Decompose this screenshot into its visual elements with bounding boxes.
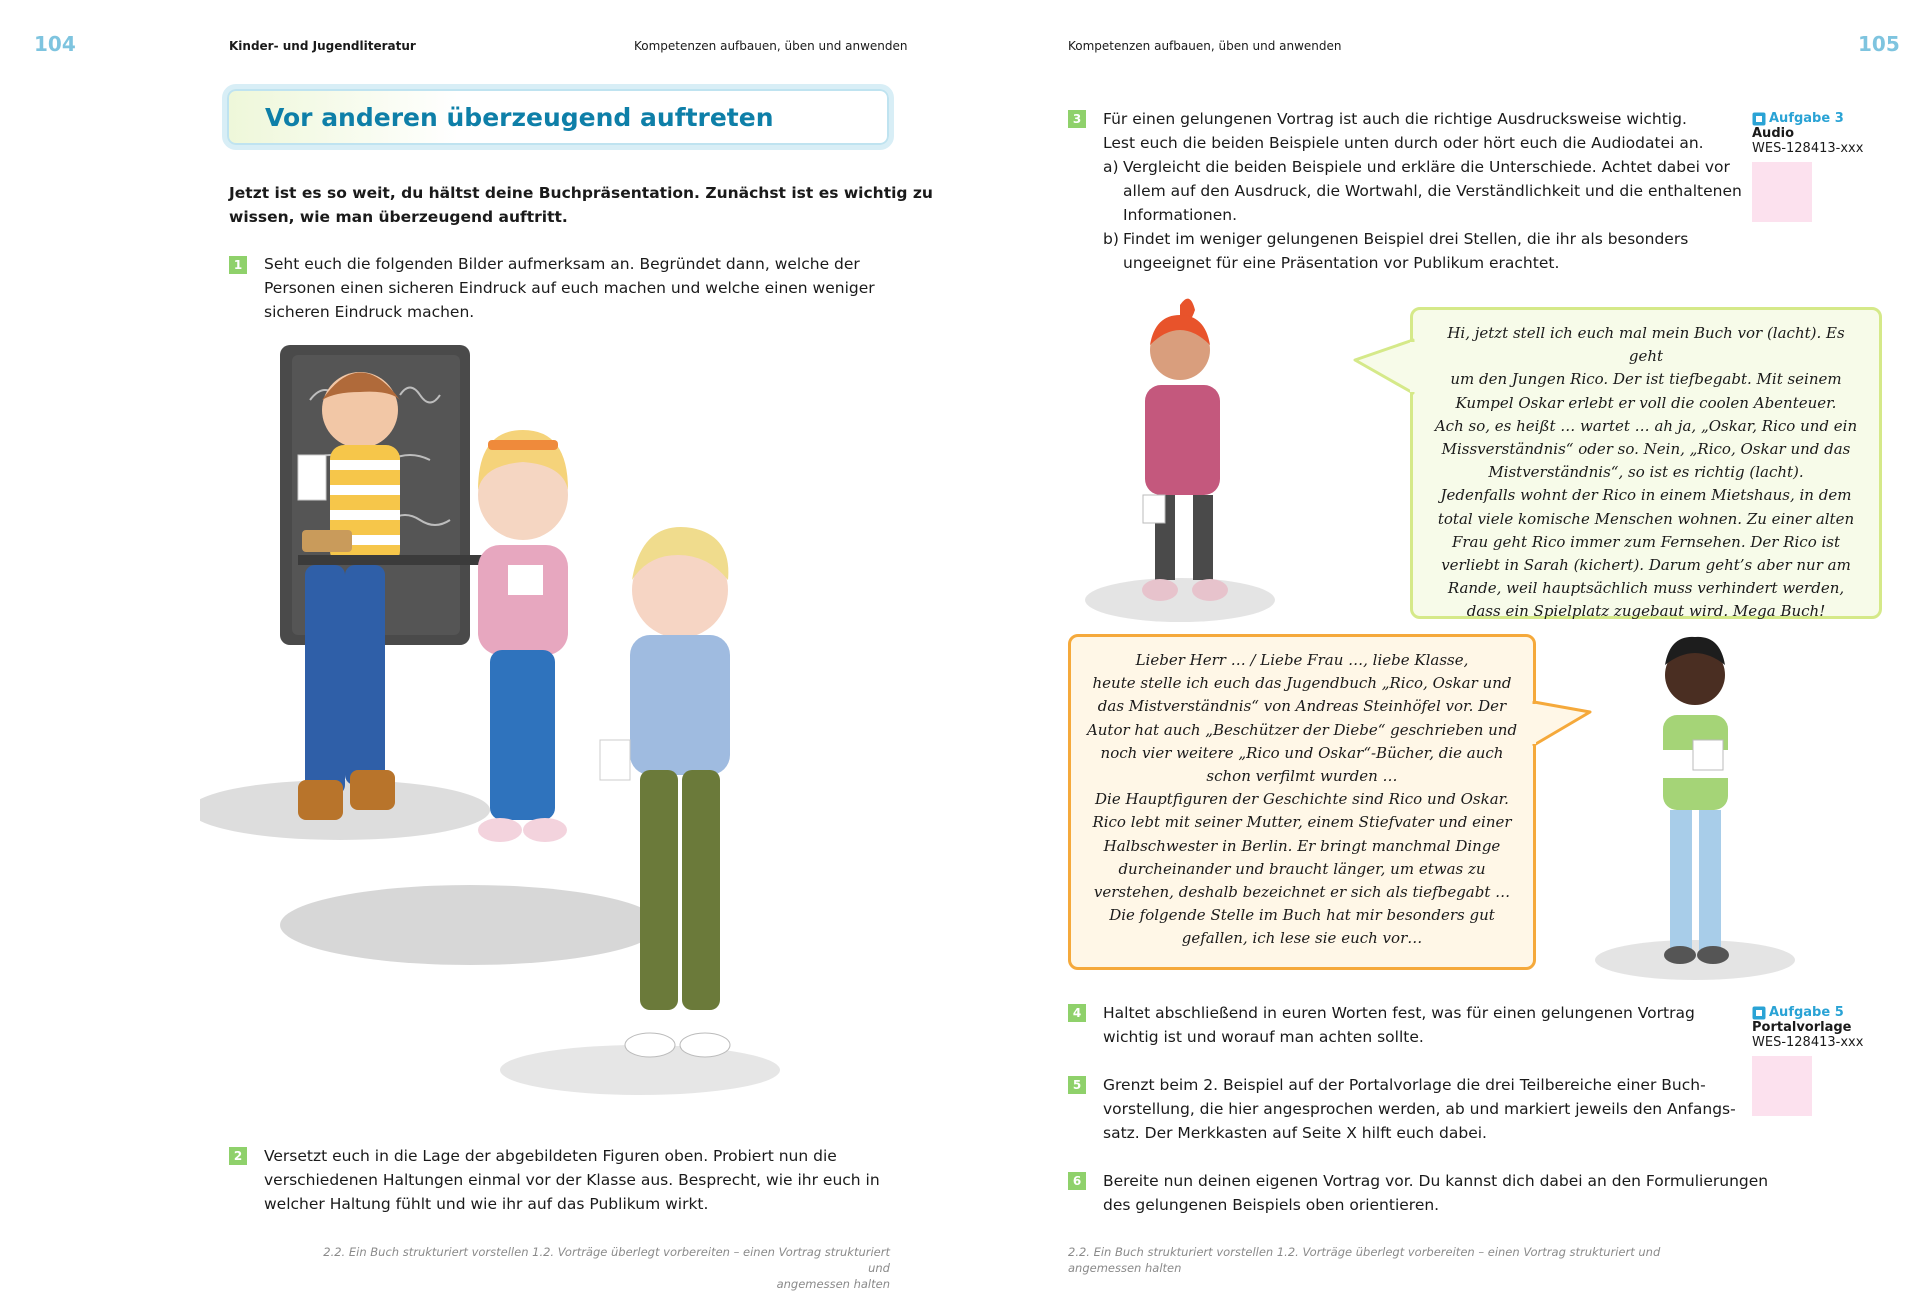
side-sub: Portalvorlage bbox=[1752, 1020, 1852, 1035]
task-line: Für einen gelungenen Vortrag ist auch die richtige Ausdrucksweise wichtig. bbox=[1103, 110, 1687, 128]
task-2-text bbox=[264, 1144, 880, 1216]
right-header-section: Kompetenzen aufbauen, üben und anwenden bbox=[1068, 39, 1342, 53]
bubble-line: Frau geht Rico immer zum Fernsehen. Der Rico ist bbox=[1451, 532, 1841, 551]
left-page-number: 104 bbox=[34, 32, 76, 56]
footer-line: angemessen halten bbox=[776, 1277, 890, 1291]
task-line: Personen einen sicheren Eindruck auf euch machen und welche einen weniger bbox=[264, 279, 875, 297]
boy-hoodie-illustration bbox=[600, 527, 730, 1057]
task-line: Versetzt euch in die Lage der abgebildeten Figuren oben. Probiert nun die bbox=[264, 1147, 837, 1165]
task-3b bbox=[1103, 227, 1743, 275]
title-box bbox=[222, 84, 894, 150]
left-footer bbox=[300, 1244, 890, 1292]
bubble-line: noch vier weitere „Rico und Oskar“-Bücher, die auch bbox=[1100, 743, 1504, 762]
task-line: Bereite nun deinen eigenen Vortrag vor. Du kannst dich dabei an den Formulierungen bbox=[1103, 1172, 1769, 1190]
task-line: vorstellung, die hier angesprochen werden, ab und markiert jeweils den Anfangs- bbox=[1103, 1100, 1736, 1118]
bubble-line: verstehen, deshalb bezeichnet er sich als tiefbegabt … bbox=[1093, 883, 1511, 902]
bubble-tail-green bbox=[1353, 338, 1415, 398]
task-line: Vergleicht die beiden Beispiele und erkläre die Unterschiede. Achtet dabei vor bbox=[1123, 158, 1730, 176]
qr-placeholder[interactable] bbox=[1752, 162, 1812, 222]
shadow-2 bbox=[280, 885, 660, 965]
task-3b-label: b) bbox=[1103, 230, 1119, 248]
bubble-line: Die Hauptfiguren der Geschichte sind Rico und Oskar. bbox=[1095, 790, 1509, 809]
bubble-line: dass ein Spielplatz zugebaut wird. Mega Buch! bbox=[1466, 602, 1826, 621]
task-line: allem auf den Ausdruck, die Wortwahl, die Verständlichkeit und die enthaltenen bbox=[1123, 182, 1742, 200]
right-page-number: 105 bbox=[1858, 32, 1900, 56]
bubble-line: heute stelle ich euch das Jugendbuch „Rico, Oskar und bbox=[1092, 674, 1512, 693]
footer-line: 2.2. Ein Buch strukturiert vorstellen 1.2. Vorträge überlegt vorbereiten – einen Vortrag strukturiert und bbox=[323, 1245, 890, 1275]
task-line: satz. Der Merkkasten auf Seite X hilft euch dabei. bbox=[1103, 1124, 1487, 1142]
task-line: des gelungenen Beispiels oben orientieren. bbox=[1103, 1196, 1440, 1214]
task-line: welcher Haltung fühlt und wie ihr auf das Publikum wirkt. bbox=[264, 1195, 709, 1213]
girl-illustration bbox=[478, 430, 568, 842]
bubble-line: Rande, weil hauptsächlich muss verhindert werden, bbox=[1447, 579, 1845, 598]
children-illustration bbox=[200, 340, 900, 1110]
side-label: Aufgabe 3 bbox=[1769, 111, 1844, 126]
side-box-aufgabe-5[interactable] bbox=[1752, 1005, 1863, 1116]
task-line: ungeeignet für eine Präsentation vor Publikum erachtet. bbox=[1123, 254, 1560, 272]
bubble-line: Lieber Herr … / Liebe Frau …, liebe Klasse, bbox=[1135, 651, 1469, 669]
side-label: Aufgabe 5 bbox=[1769, 1005, 1844, 1020]
task-line: wichtig ist und worauf man achten sollte. bbox=[1103, 1028, 1424, 1046]
bubble-line: Missverständnis“ oder so. Nein, „Rico, Oskar und das bbox=[1441, 440, 1851, 459]
bubble-line: durcheinander und braucht länger, um etwas zu bbox=[1118, 859, 1486, 878]
media-icon bbox=[1752, 112, 1766, 126]
footer-line: 2.2. Ein Buch strukturiert vorstellen 1.2. Vorträge überlegt vorbereiten – einen Vortrag strukturiert und bbox=[1068, 1245, 1661, 1259]
task-3-text bbox=[1103, 107, 1743, 275]
media-icon bbox=[1752, 1006, 1766, 1020]
task-line: Seht euch die folgenden Bilder aufmerksam an. Begründet dann, welche der bbox=[264, 255, 860, 273]
bubble-line: total viele komische Menschen wohnen. Zu einer alten bbox=[1437, 509, 1855, 528]
bubble-line: Kumpel Oskar erlebt er voll die coolen Abenteuer. bbox=[1455, 393, 1837, 412]
intro-line: Jetzt ist es so weit, du hältst deine Buchpräsentation. Zunächst ist es wichtig zu bbox=[229, 184, 933, 202]
intro-line: wissen, wie man überzeugend auftritt. bbox=[229, 208, 568, 226]
task-6-number: 6 bbox=[1068, 1172, 1086, 1190]
task-line: Haltet abschließend in euren Worten fest, was für einen gelungenen Vortrag bbox=[1103, 1004, 1695, 1022]
bubble-line: Mistverständnis“, so ist es richtig (lacht). bbox=[1488, 463, 1804, 482]
bubble-line: Ach so, es heißt … wartet … ah ja, „Oskar, Rico und ein bbox=[1434, 416, 1858, 435]
side-sub: Audio bbox=[1752, 126, 1795, 141]
task-5-text bbox=[1103, 1073, 1736, 1145]
qr-placeholder[interactable] bbox=[1752, 1056, 1812, 1116]
bubble-line: Rico lebt mit seiner Mutter, einem Stiefvater und einer bbox=[1092, 813, 1512, 832]
bubble-line: schon verfilmt wurden … bbox=[1206, 767, 1398, 786]
page-title: Vor anderen überzeugend auftreten bbox=[265, 103, 774, 132]
shadow-1 bbox=[200, 780, 490, 840]
side-code: WES-128413-xxx bbox=[1752, 1035, 1864, 1050]
bubble-line: Jedenfalls wohnt der Rico in einem Mietshaus, in dem bbox=[1440, 486, 1852, 505]
intro-text bbox=[229, 181, 933, 229]
left-header-chapter: Kinder- und Jugendliteratur bbox=[229, 39, 416, 53]
bubble-line: verliebt in Sarah (kichert). Darum geht’s aber nur am bbox=[1441, 556, 1851, 575]
task-1-number: 1 bbox=[229, 256, 247, 274]
boy-green-illustration bbox=[1595, 630, 1795, 980]
task-4-number: 4 bbox=[1068, 1004, 1086, 1022]
bubble-tail-orange bbox=[1532, 700, 1592, 750]
task-line: Grenzt beim 2. Beispiel auf der Portalvorlage die drei Teilbereiche einer Buch- bbox=[1103, 1076, 1706, 1094]
bubble-line: um den Jungen Rico. Der ist tiefbegabt. Mit seinem bbox=[1450, 370, 1842, 389]
task-2-number: 2 bbox=[229, 1147, 247, 1165]
bubble-line: Die folgende Stelle im Buch hat mir besonders gut bbox=[1109, 906, 1495, 925]
task-3a bbox=[1103, 155, 1743, 227]
left-header-section: Kompetenzen aufbauen, üben und anwenden bbox=[634, 39, 908, 53]
task-3a-label: a) bbox=[1103, 158, 1119, 176]
bubble-line: gefallen, ich lese sie euch vor… bbox=[1181, 929, 1423, 948]
task-line: Findet im weniger gelungenen Beispiel drei Stellen, die ihr als besonders bbox=[1123, 230, 1689, 248]
speech-bubble-casual bbox=[1410, 307, 1882, 619]
footer-line: angemessen halten bbox=[1068, 1261, 1182, 1275]
task-line: sicheren Eindruck machen. bbox=[264, 303, 475, 321]
task-line: verschiedenen Haltungen einmal vor der Klasse aus. Besprecht, wie ihr euch in bbox=[264, 1171, 880, 1189]
girl-redhair-illustration bbox=[1085, 295, 1275, 625]
side-code: WES-128413-xxx bbox=[1752, 141, 1864, 156]
speech-bubble-formal bbox=[1068, 634, 1536, 970]
task-5-number: 5 bbox=[1068, 1076, 1086, 1094]
task-6-text bbox=[1103, 1169, 1768, 1217]
task-line: Informationen. bbox=[1123, 206, 1238, 224]
bubble-line: Halbschwester in Berlin. Er bringt manchmal Dinge bbox=[1103, 836, 1501, 855]
side-box-aufgabe-3[interactable] bbox=[1752, 111, 1863, 222]
bubble-line: Hi, jetzt stell ich euch mal mein Buch vor (lacht). Es geht bbox=[1447, 324, 1845, 366]
task-4-text bbox=[1103, 1001, 1695, 1049]
task-line: Lest euch die beiden Beispiele unten durch oder hört euch die Audiodatei an. bbox=[1103, 134, 1704, 152]
bubble-line: Autor hat auch „Beschützer der Diebe“ geschrieben und bbox=[1086, 720, 1518, 739]
task-3-number: 3 bbox=[1068, 110, 1086, 128]
right-footer bbox=[1068, 1244, 1660, 1276]
bubble-line: das Mistverständnis“ von Andreas Steinhöfel vor. Der bbox=[1097, 697, 1507, 716]
task-1-text bbox=[264, 252, 875, 324]
